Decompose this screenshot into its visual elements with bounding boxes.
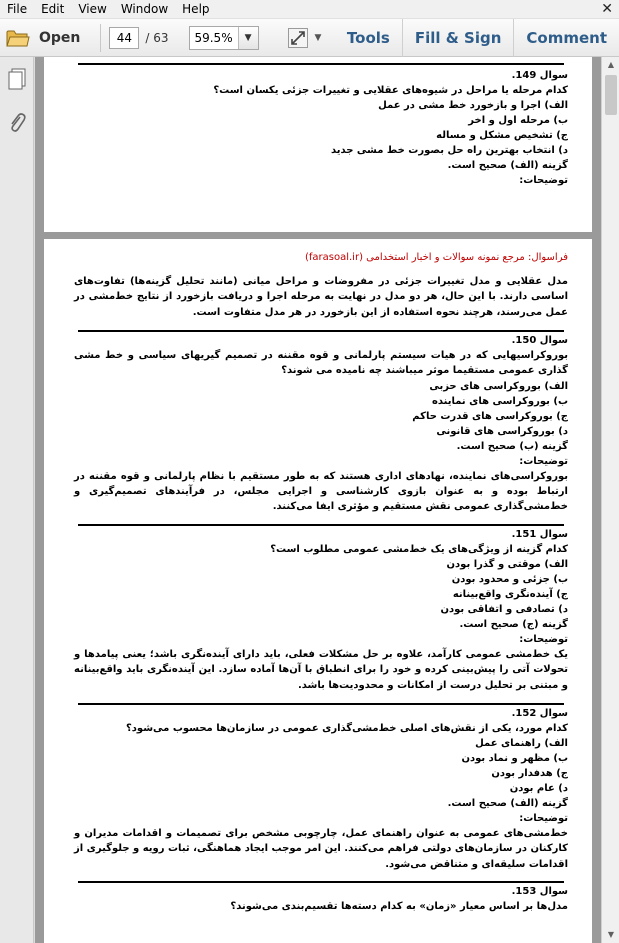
option-a: الف) راهنمای عمل bbox=[475, 738, 568, 749]
navigation-panel bbox=[0, 57, 34, 943]
menu-bar bbox=[0, 0, 619, 19]
question-text: بوروکراسیهایی که در هیات سیستم پارلمانی و قوه مقننه در تصمیم گیریهای سیاسی و خط مشی گذاری عمومی مستقیما موثر میباشند چه نامیده می شوند؟ bbox=[74, 350, 568, 377]
document-view[interactable] bbox=[35, 57, 601, 943]
answer-text: گزینه (ج) صحیح است. bbox=[459, 619, 568, 630]
option-c: ج) تشخیص مشکل و مساله bbox=[436, 130, 568, 141]
attachments-button[interactable] bbox=[0, 101, 34, 145]
explanation-label: توضیحات: bbox=[519, 455, 568, 467]
menu-help[interactable]: Help bbox=[182, 1, 210, 16]
question-text: کدام گزینه از ویژگی‌های یک خط‌مشی عمومی مطلوب است؟ bbox=[270, 544, 568, 555]
toolbar-separator bbox=[100, 24, 101, 52]
scroll-up-icon[interactable]: ▲ bbox=[607, 60, 615, 69]
option-d: د) تصادفی و اتفاقی بودن bbox=[440, 604, 568, 615]
explanation-text: یک خط‌مشی عمومی کارآمد، علاوه بر حل مشکلات فعلی، باید دارای آینده‌نگری باشد؛ یعنی پیامدها و تحولات آتی را پیش‌بینی کرده و خود را برای انطباق با آن‌ها آماده سازد. این آینده‌نگری باید واقع‌بینانه و مبتنی بر تحلیل درست از امکانات و محدودیت‌ها باشد. bbox=[74, 649, 568, 691]
option-a: الف) موقتی و گذرا بودن bbox=[446, 559, 568, 570]
option-d: د) بوروکراسی های قانونی bbox=[436, 425, 568, 437]
answer-text: گزینه (الف) صحیح است. bbox=[447, 798, 568, 809]
question-title: سوال 150. bbox=[511, 335, 568, 346]
page-thumbnails-icon bbox=[6, 67, 28, 91]
question-block-151 bbox=[74, 527, 568, 693]
question-block-152 bbox=[74, 706, 568, 872]
pdf-page bbox=[44, 57, 592, 232]
option-c: ج) بوروکراسی های قدرت حاکم bbox=[412, 410, 568, 422]
option-c: ج) آینده‌نگری واقع‌بینانه bbox=[452, 589, 568, 600]
option-d: د) عام بودن bbox=[509, 783, 568, 794]
option-a: الف) اجرا و بازخورد خط مشی در عمل bbox=[378, 100, 568, 111]
option-b: ب) مرحله اول و اخر bbox=[468, 115, 568, 126]
scrollbar-thumb[interactable] bbox=[605, 75, 617, 115]
header-link[interactable]: (farasoal.ir) bbox=[304, 252, 363, 263]
page-header bbox=[74, 252, 568, 263]
toolbar bbox=[0, 19, 619, 57]
menu-view[interactable]: View bbox=[78, 1, 107, 16]
option-d: د) انتخاب بهترین راه حل بصورت خط مشی جدید bbox=[330, 145, 568, 156]
explanation-label: توضیحات: bbox=[519, 175, 568, 186]
page-thumbnails-button[interactable] bbox=[0, 57, 34, 101]
answer-text: گزینه (الف) صحیح است. bbox=[447, 160, 568, 171]
explanation-label: توضیحات: bbox=[519, 813, 568, 824]
question-title: سوال 152. bbox=[511, 708, 568, 719]
menu-window[interactable]: Window bbox=[120, 1, 169, 16]
explanation-text: خط‌مشی‌های عمومی به عنوان راهنمای عمل، چارچوبی مشخص برای تصمیمات و اقدامات مدیران و کارکنان در سازمان‌های دولتی فراهم می‌کنند. این امر موجب ایجاد هماهنگی، ثبات رویه و جلوگیری از اقدامات سلیقه‌ای و متناقض می‌شود. bbox=[74, 828, 568, 870]
answer-text: گزینه (ب) صحیح است. bbox=[456, 440, 568, 452]
option-b: ب) مظهر و نماد بودن bbox=[461, 753, 568, 764]
chevron-down-icon[interactable]: ▼ bbox=[238, 27, 258, 49]
divider-line bbox=[78, 524, 564, 526]
pdf-page bbox=[44, 239, 592, 943]
expand-arrows-icon bbox=[288, 28, 308, 48]
open-button[interactable] bbox=[6, 23, 86, 53]
comment-pane-button[interactable]: Comment bbox=[513, 19, 619, 57]
zoom-select[interactable] bbox=[189, 26, 259, 50]
menu-file[interactable]: File bbox=[7, 1, 28, 16]
divider-line bbox=[78, 881, 564, 883]
option-c: ج) هدفدار بودن bbox=[491, 768, 568, 779]
explanation-149 bbox=[74, 274, 568, 320]
option-a: الف) بوروکراسی های حزبی bbox=[429, 380, 568, 392]
explanation-text: بوروکراسی‌های نماینده، نهادهای اداری هستند که به طور مستقیم با نظام پارلمانی و قوه مقننه در ارتباط بوده و به عنوان بازوی کارشناسی و اجرایی مجلس، در فرآیندهای تصمیم‌گیری و خط‌مشی‌گذاری عمومی نقش مستقیم و مؤثری ایفا می‌کنند. bbox=[74, 470, 568, 513]
page-count: / 63 bbox=[145, 30, 169, 45]
paperclip-icon bbox=[7, 111, 27, 135]
toolbar-options-icon[interactable]: ▼ bbox=[314, 32, 322, 43]
vertical-scrollbar[interactable] bbox=[601, 57, 619, 943]
tools-pane-button[interactable]: Tools bbox=[346, 29, 390, 47]
question-title: سوال 153. bbox=[511, 886, 568, 897]
question-text: مدل‌ها بر اساس معیار «زمان» به کدام دسته‌ها تقسیم‌بندی می‌شوند؟ bbox=[230, 901, 568, 912]
question-block-149 bbox=[74, 68, 568, 188]
question-text: کدام مورد، یکی از نقش‌های اصلی خط‌مشی‌گذاری عمومی در سازمان‌ها محسوب می‌شود؟ bbox=[126, 723, 568, 734]
close-document-icon[interactable]: ✕ bbox=[601, 1, 613, 17]
option-b: ب) بوروکراسی های نماینده bbox=[431, 395, 568, 407]
open-label: Open bbox=[39, 29, 81, 46]
explanation-text: مدل عقلایی و مدل تغییرات جزئی در مفروضات و مراحل میانی (مانند تحلیل گزینه‌ها) تفاوت‌های اساسی دارند. با این حال، هر دو مدل در نهایت به مرحله اجرا و دریافت بازخورد از نتایج خط‌مشی در عمل می‌رسند، هرچند نحوه استفاده از این بازخورد در هر مدل متفاوت است. bbox=[74, 276, 568, 318]
menu-edit[interactable]: Edit bbox=[41, 1, 65, 16]
fill-sign-pane-button[interactable]: Fill & Sign bbox=[402, 19, 514, 57]
option-b: ب) جزئی و محدود بودن bbox=[451, 574, 568, 585]
question-text: کدام مرحله یا مراحل در شیوه‌های عقلایی و تغییرات جزئی یکسان است؟ bbox=[213, 85, 568, 96]
task-panes bbox=[335, 19, 619, 57]
divider-line bbox=[78, 63, 564, 65]
divider-line bbox=[78, 330, 564, 332]
question-title: سوال 149. bbox=[511, 70, 568, 81]
scroll-down-icon[interactable]: ▼ bbox=[607, 930, 615, 939]
question-block-150 bbox=[74, 333, 568, 514]
divider-line bbox=[78, 703, 564, 705]
explanation-label: توضیحات: bbox=[519, 634, 568, 645]
zoom-value[interactable]: 59.5% bbox=[194, 30, 233, 45]
page-number-input[interactable]: 44 bbox=[109, 27, 139, 49]
fit-width-button[interactable] bbox=[283, 24, 313, 52]
question-block-153 bbox=[74, 884, 568, 914]
question-title: سوال 151. bbox=[511, 529, 568, 540]
header-text: فراسوال: مرجع نمونه سوالات و اخبار استخدامی bbox=[362, 252, 568, 263]
folder-icon bbox=[6, 28, 30, 48]
